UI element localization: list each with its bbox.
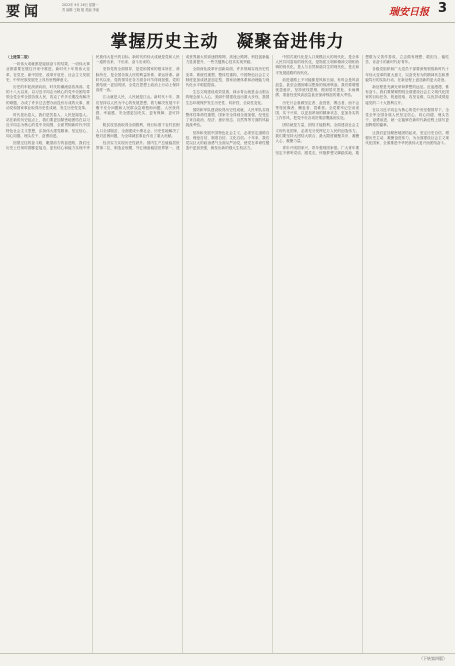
article-paragraph: 团结就是力量，团结才能胜利。全面建设社会主义现代化国家，必须充分发挥亿万人民的创造伟力。我们要坚持大团结大联合，最大限度凝聚共识、凝聚人心、凝聚力量。 bbox=[275, 123, 360, 144]
article-paragraph: 中国式现代化是人口规模巨大的现代化，是全体人民共同富裕的现代化，是物质文明和精神文明相协调的现代化，是人与自然和谐共生的现代化，是走和平发展道路的现代化。 bbox=[275, 55, 360, 75]
article-paragraph: 经济实力实现历史性跃升。国内生产总值稳居世界第二位，制造业规模、外汇储备稳居世界第一，建成世界最大的高速铁路网、高速公路网，科技创新能力显著提升，一些关键核心技术实现突破。 bbox=[95, 55, 270, 151]
article-paragraph: 江山就是人民，人民就是江山。新时代十年，我们坚持以人民为中心的发展思想，着力解决发展不平衡不充分问题和人民群众急难愁盼问题，人民获得感、幸福感、安全感更加充实、更有保障、更可持续。 bbox=[95, 95, 180, 121]
article-paragraph: 坚持党的全面领导，是党和国家的根本所在、命脉所在，是全国各族人民的利益所系、命运所系。新时代以来，党的领导在各方面各环节得到加强，党的团结统一更加巩固，全党在思想上政治上行动上保持高度一致。 bbox=[95, 67, 180, 93]
article-paragraph: 时代是出卷人，我们是答卷人，人民是阅卷人。站在新的历史起点上，我们要更加紧密地团结在以习近平同志为核心的党中央周围，全面贯彻新时代中国特色社会主义思想，弘扬伟大建党精神，坚定信心、同心同德，埋头苦干、奋勇前进。 bbox=[6, 113, 90, 138]
issue-meta bbox=[62, 3, 99, 12]
newspaper-masthead: 瑞安日报 bbox=[389, 7, 429, 18]
issue-date: 2022年 9月 26日 星期一 bbox=[62, 3, 99, 7]
article-body bbox=[6, 55, 449, 653]
article-paragraph: 新征程是充满光荣和梦想的远征。征途漫漫，惟有奋斗。我们要紧紧围绕全面建设社会主义现代化国家的目标任务，锐意进取、攻坚克难，以优异成绩迎接党的二十大胜利召开。 bbox=[365, 85, 449, 105]
article-paragraph: 各级党组织和广大党员干部要深刻领悟新时代十年伟大变革的重大意义，以奋发有为的精神状态和勇毅笃行的实际行动，在新征程上创造新的更大奇迹。 bbox=[365, 67, 449, 82]
article-paragraph: 全面深化改革开创新局面，许多领域实现历史性变革、系统性重塑、整体性重构，中国特色社会主义制度更加成熟更加定型，国家治理体系和治理能力现代化水平明显提高。 bbox=[185, 67, 270, 88]
article-paragraph: 国防和军队建设取得历史性成就，人民军队实现整体性革命性重塑，国家安全得到全面加强，经受住了来自政治、经济、意识形态、自然界等方面的风险挑战考验。 bbox=[185, 107, 270, 128]
article-paragraph: 生态文明建设成效显著，绿水青山就是金山银山的理念深入人心，美丽中国建设迈出重大步伐，我国生态环境保护发生历史性、转折性、全局性变化。 bbox=[185, 90, 270, 105]
article-paragraph: 前进道路上不可能都是风和日丽，有时会是风高浪急，甚至会遇到难以想象的惊涛骇浪。我们要增强忧患意识，坚持底线思维，做到居安思危、未雨绸缪，准备经受风高浪急甚至惊涛骇浪的重大考验。 bbox=[275, 77, 360, 98]
article-paragraph: 历史的车轮滚滚向前，时代的潮流浩浩荡荡。党的十八大以来，以习近平同志为核心的党中央团结带领全党全军全国各族人民，攻克了许多长期没有解决的难题，办成了许多过去想办而没有办成的大事，推动党和国家事业取得历史性成就、发生历史性变革。 bbox=[6, 85, 90, 110]
article-paragraph: 青年兴则国家兴，青年强则国家强。广大青年要坚定不移听党话、跟党走，怀抱梦想又脚踏实地，敢想敢为又善作善成，立志做有理想、敢担当、能吃苦、肯奋斗的新时代好青年。 bbox=[275, 55, 449, 156]
section-title: 要闻 bbox=[6, 4, 42, 20]
article-paragraph: 坚持和发展中国特色社会主义，必须坚定道路自信、理论自信、制度自信、文化自信。十年来，我们党以巨大的政治勇气全面从严治党，使党在革命性锻造中更加坚强，焕发出新的强大生机活力。 bbox=[185, 130, 270, 151]
article-paragraph: 历史只会眷顾坚定者、奋进者、搏击者，而不会等待犹豫者、懈怠者、畏难者。全党要牢记空谈误国、实干兴邦，以更加昂扬的精神状态、更加务实的工作作风，把党中央各项决策部署落到实处。 bbox=[275, 100, 360, 121]
editor-credits: 责 编辑 王晓 版 美编 李丽 bbox=[62, 7, 99, 12]
article-headline: 掌握历史主动 凝聚奋进伟力 bbox=[110, 32, 345, 52]
article-paragraph: 在以习近平同志为核心的党中央坚强领导下，全党全军全国各族人民坚定信心、同心同德，埋头苦干、奋勇前进，就一定能够在新时代新征程上续写更加辉煌的篇章。 bbox=[365, 107, 449, 128]
article-paragraph: 回望过往的奋斗路，眺望前方的奋进路，我们比历史上任何时期都更接近、更有信心和能力实现中华民族伟大复兴的目标。新时代的伟大成就是党和人民一道拼出来、干出来、奋斗出来的。 bbox=[6, 55, 180, 151]
article-paragraph: 一切伟大成就都是接续奋斗的结果，一切伟大事业都需要在继往开来中推进。新时代十年的伟大变革，在党史、新中国史、改革开放史、社会主义发展史、中华民族发展史上具有里程碑意义。 bbox=[6, 62, 90, 82]
page-header bbox=[0, 0, 455, 23]
page-footer bbox=[0, 653, 455, 666]
continued-note: （下转第四版） bbox=[419, 656, 447, 661]
article-paragraph: 让我们更加紧密地团结起来，坚定历史自信，增强历史主动，凝聚奋进伟力，为全面建设社会主义现代化国家、全面推进中华民族伟大复兴而团结奋斗。 bbox=[365, 130, 449, 146]
continued-from: （上接第二版） bbox=[6, 55, 32, 59]
page-number: 3 bbox=[437, 1, 447, 16]
article-paragraph: 脱贫攻坚战取得全面胜利，现行标准下农村贫困人口全部脱贫，全面建成小康社会，历史性地解决了绝对贫困问题，为全球减贫事业作出了重大贡献。 bbox=[95, 123, 180, 138]
